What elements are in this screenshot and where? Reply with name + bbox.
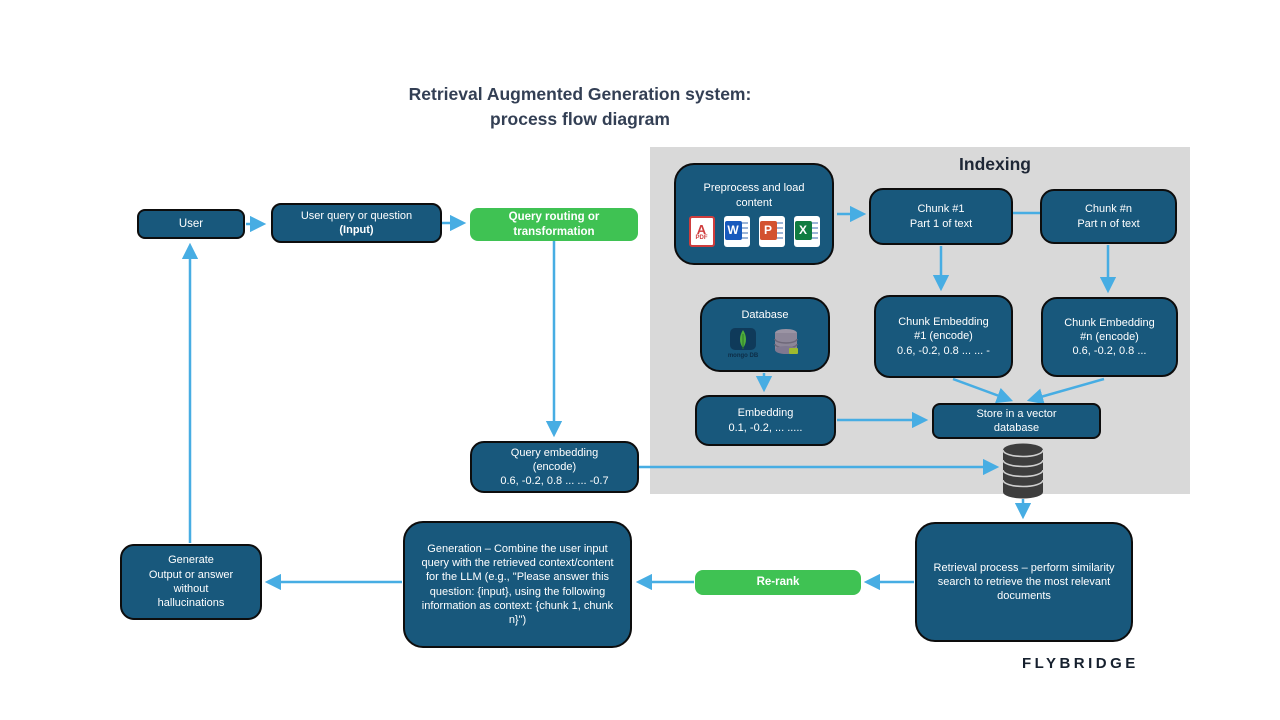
- database-icons: [728, 328, 802, 361]
- mongodb-leaf: [730, 328, 756, 352]
- node-store-vector-line2: database: [993, 422, 1040, 434]
- node-generate-output-line3: without: [173, 583, 209, 595]
- node-query-embedding-line2: (encode): [532, 460, 577, 473]
- node-query-embedding-line3: 0.6, -0.2, 0.8 ... ... -0.7: [500, 475, 609, 488]
- node-query-embedding: [470, 441, 639, 493]
- node-retrieval: [915, 522, 1133, 642]
- powerpoint-letter: P: [760, 221, 777, 240]
- node-database: [700, 297, 830, 372]
- node-retrieval-text: Retrieval process – perform similarity search to retrieve the most relevant documents: [933, 561, 1115, 603]
- page-title: [330, 82, 830, 132]
- node-embedding: [695, 395, 836, 446]
- indexing-heading: Indexing: [959, 154, 1031, 174]
- node-user-query-line2: (Input): [339, 224, 374, 236]
- node-generate-output-line2: Output or answer: [148, 568, 234, 581]
- word-page-lines: [742, 222, 748, 240]
- node-chunk-embedding-1: [874, 295, 1013, 378]
- node-rerank-label: Re-rank: [756, 576, 800, 589]
- node-preprocess: [674, 163, 834, 265]
- node-user-query-line1: User query or question: [300, 209, 413, 222]
- node-chunk-n: [1040, 189, 1177, 244]
- node-user: [137, 209, 245, 239]
- excel-letter: X: [795, 221, 812, 240]
- node-chunk-embedding-1-line1: Chunk Embedding: [898, 316, 989, 329]
- node-chunk-n-line1: Chunk #n: [1084, 203, 1133, 216]
- node-chunk-1-line1: Chunk #1: [917, 203, 965, 216]
- node-chunk-embedding-n: [1041, 297, 1178, 377]
- node-chunk-embedding-1-line3: 0.6, -0.2, 0.8 ... ... -: [897, 344, 990, 357]
- node-store-vector-line1: Store in a vector: [976, 407, 1057, 420]
- node-query-routing-line1: Query routing or: [508, 210, 600, 223]
- word-icon: [724, 216, 750, 247]
- node-store-vector: [932, 403, 1101, 439]
- excel-page-lines: [812, 222, 818, 240]
- node-preprocess-line1: Preprocess and load: [703, 182, 805, 195]
- word-letter: W: [725, 221, 742, 240]
- node-chunk-n-line2: Part n of text: [1077, 217, 1140, 230]
- node-embedding-line1: Embedding: [737, 407, 794, 420]
- excel-icon: [794, 216, 820, 247]
- mongodb-icon: [728, 328, 758, 361]
- node-embedding-line2: 0.1, -0.2, ... .....: [728, 421, 803, 434]
- node-query-routing: [470, 208, 638, 241]
- node-user-label: User: [178, 217, 204, 230]
- vector-database-icon: [1001, 442, 1045, 500]
- node-query-routing-line2: transformation: [513, 225, 595, 238]
- node-chunk-embedding-n-line2: #n (encode): [1080, 330, 1139, 343]
- node-generation-text: Generation – Combine the user input query with the retrieved context/content for the LLM (e.g., "Please answer this question: {input}, using the following information as context: {chunk 1, chunk n}"): [421, 542, 614, 627]
- pdf-glyph: A: [696, 222, 707, 237]
- node-generation: [403, 521, 632, 648]
- node-chunk-embedding-n-line3: 0.6, -0.2, 0.8 ...: [1072, 345, 1147, 358]
- pdf-label: PDF: [695, 235, 708, 241]
- page-title-line1: Retrieval Augmented Generation system:: [408, 84, 752, 104]
- node-chunk-1-line2: Part 1 of text: [909, 217, 973, 230]
- node-generate-output: [120, 544, 262, 620]
- ppt-page-lines: [777, 222, 783, 240]
- node-preprocess-line2: content: [735, 196, 773, 209]
- node-database-label: Database: [741, 309, 789, 322]
- node-generate-output-line4: hallucinations: [157, 597, 225, 610]
- node-user-query: [271, 203, 442, 243]
- pdf-icon: [689, 216, 715, 247]
- sql-database-icon: [772, 328, 802, 356]
- node-chunk-embedding-1-line2: #1 (encode): [914, 330, 973, 343]
- mongodb-label: mongo DB: [727, 352, 759, 359]
- node-rerank: [695, 570, 861, 595]
- document-icons: [689, 216, 820, 247]
- node-generate-output-line1: Generate: [168, 554, 214, 567]
- flybridge-logo: FLYBRIDGE: [1022, 655, 1139, 672]
- node-chunk-embedding-n-line1: Chunk Embedding: [1064, 316, 1155, 329]
- page-title-line2: process flow diagram: [490, 109, 670, 129]
- node-query-embedding-line1: Query embedding: [510, 446, 599, 459]
- node-chunk-1: [869, 188, 1013, 245]
- powerpoint-icon: [759, 216, 785, 247]
